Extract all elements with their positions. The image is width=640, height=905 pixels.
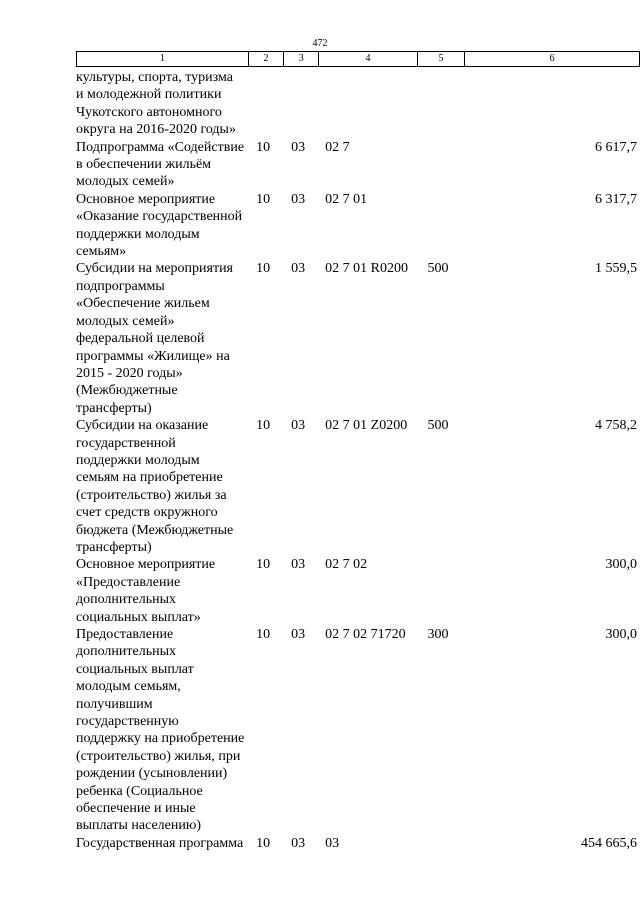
description-line: обеспечение и иные [76,801,196,817]
target-article-code: 02 7 01 R0200 [325,261,408,277]
row-description [76,260,256,417]
description-line: рождении (усыновлении) [76,766,228,782]
amount-value [472,69,640,139]
description-line: государственной [76,435,176,451]
subsection-code: 03 [291,557,306,573]
amount-value: 6 617,7 [595,139,637,155]
target-article-code: 02 7 [325,139,350,155]
section-code: 10 [256,261,271,277]
row-description [76,835,256,852]
description-line: ребенка (Социальное [76,783,203,799]
expense-type-code: 500 [427,261,449,277]
description-line: в обеспечении жильём [76,157,212,173]
description-line: и молодежной политики [76,87,222,103]
table-row [76,139,640,191]
column-header-5: 5 [417,52,464,67]
subsection-code: 03 [291,191,306,207]
table-row [76,626,640,835]
description-line: «Предоставление [76,574,181,590]
description-line: счет средств окружного [76,505,218,521]
column-header-4: 4 [319,52,417,67]
target-article-code: 03 [325,835,340,851]
column-header-1: 1 [77,52,249,67]
expense-type-code [425,69,471,139]
description-line: молодых семей» [76,313,175,329]
subsection-code: 03 [291,627,306,642]
subsection-code: 03 [291,139,306,155]
expense-type-code [425,139,471,191]
description-line: Чукотского автономного [76,104,222,120]
description-line: Субсидии на оказание [76,418,209,434]
budget-table-body [76,69,640,852]
table-row [76,260,640,417]
description-line: (Межбюджетные [76,383,178,399]
description-line: дополнительных [76,592,177,608]
description-line: подпрограммы [76,278,165,294]
description-line: программы «Жилище» на [76,348,230,364]
expense-type-code [425,835,471,852]
description-line: Основное мероприятие [76,191,216,207]
table-row [76,556,640,626]
description-line: семьям на приобретение [76,470,223,486]
amount-value: 4 758,2 [595,418,637,434]
description-line: трансферты) [76,539,152,555]
expense-type-code: 500 [427,418,449,434]
target-article-code [324,69,425,139]
subsection-code: 03 [291,261,306,277]
row-description [76,626,256,835]
amount-value: 300,0 [605,557,637,573]
column-header-row [76,51,640,67]
section-code: 10 [256,418,271,434]
amount-value: 300,0 [605,627,637,642]
table-row [76,191,640,261]
description-line: «Оказание государственной [76,209,243,225]
description-line: (строительство) жилья за [76,487,227,503]
target-article-code: 02 7 02 71720 [325,627,406,642]
section-code: 10 [256,191,271,207]
subsection-code: 03 [291,418,306,434]
description-line: Подпрограмма «Содействие [76,139,245,155]
description-line: государственную [76,714,179,730]
description-line: Предоставление [76,627,174,642]
subsection-code: 03 [291,835,306,851]
description-line: Субсидии на мероприятия [76,261,233,277]
section-code: 10 [256,557,271,573]
row-description [76,69,256,139]
row-description [76,417,256,556]
subsection-code [290,69,324,139]
description-line: трансферты) [76,400,152,416]
amount-value: 6 317,7 [595,191,637,207]
page-number: 472 [312,38,328,49]
description-line: молодых семей» [76,174,175,190]
target-article-code: 02 7 01 Z0200 [325,418,408,434]
table-row [76,69,640,139]
section-code [256,69,290,139]
description-line: получившим [76,696,153,712]
description-line: дополнительных [76,644,177,660]
table-row [76,417,640,556]
description-line: поддержку на приобретение [76,731,245,747]
amount-value: 1 559,5 [595,261,637,277]
section-code: 10 [256,627,271,642]
target-article-code: 02 7 01 [325,191,368,207]
description-line: федеральной целевой [76,331,205,347]
budget-table [76,69,640,852]
description-line: поддержки молодым [76,226,200,242]
description-line: культуры, спорта, туризма [76,70,233,85]
description-line: социальных выплат» [76,609,201,625]
description-line: «Обеспечение жильем [76,296,210,312]
section-code: 10 [256,139,271,155]
amount-value: 454 665,6 [581,835,637,851]
description-line: социальных выплат [76,661,194,677]
description-line: бюджета (Межбюджетные [76,522,234,538]
description-line: выплаты населению) [76,818,201,834]
section-code: 10 [256,835,271,851]
expense-type-code [425,556,471,626]
description-line: Государственная программа [76,835,244,851]
row-description [76,139,256,191]
description-line: Основное мероприятие [76,557,216,573]
description-line: семьям» [76,244,127,260]
column-header-2: 2 [248,52,283,67]
expense-type-code [425,191,471,261]
column-header-6: 6 [465,52,640,67]
row-description [76,556,256,626]
description-line: 2015 - 2020 годы» [76,365,183,381]
description-line: поддержки молодым [76,452,200,468]
target-article-code: 02 7 02 [325,557,368,573]
table-row [76,835,640,852]
column-header-3: 3 [284,52,319,67]
description-line: молодым семьям, [76,679,181,695]
description-line: (строительство) жилья, при [76,748,241,764]
description-line: округа на 2016-2020 годы» [76,122,236,138]
expense-type-code: 300 [427,627,449,642]
row-description [76,191,256,261]
